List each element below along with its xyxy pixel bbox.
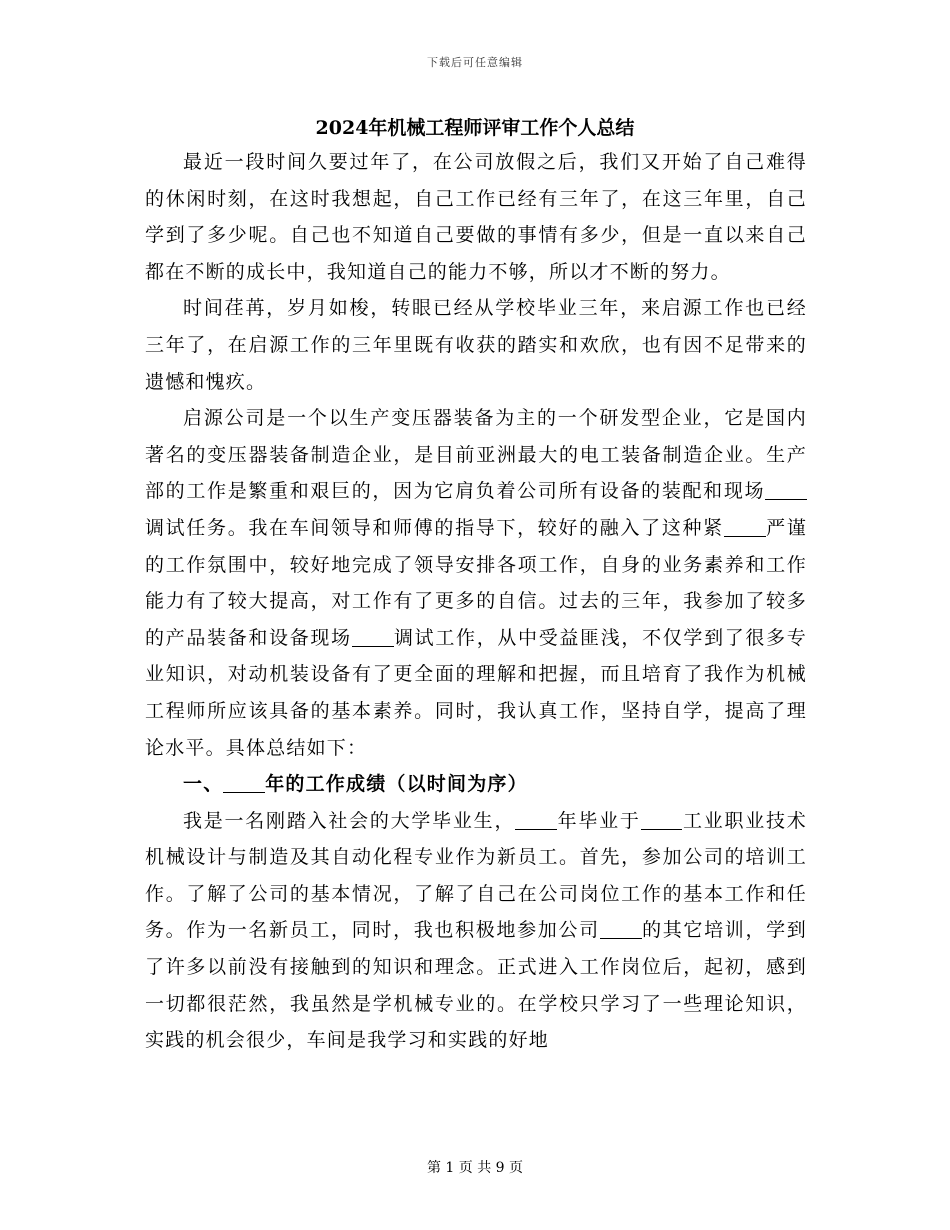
body-paragraph — [145, 803, 807, 1059]
paragraph-text: 严谨的工作氛围中，较好地完成了领导安排各项工作，自身的业务素养和工作能力有了较大提高，对工作有了更多的自信。过去的三年，我参加了较多的产品装备和设备现场 — [145, 516, 807, 649]
document-title: 2024年机械工程师评审工作个人总结 — [315, 117, 635, 139]
blank-field — [641, 810, 683, 830]
paragraph-text: 工业职业技术机械设计与制造及其自动化程专业作为新员工。首先，参加公司的培训工作。了解了公司的基本情况，了解了自己在公司岗位工作的基本工作和任务。作为一名新员工，同时，我也积极地参加公司 — [145, 809, 807, 942]
header-note: 下载后可任意编辑 — [427, 56, 523, 69]
document-body — [145, 144, 807, 1059]
body-paragraph — [145, 144, 807, 290]
paragraph-text: 年的工作成绩（以时间为序） — [265, 773, 528, 796]
blank-field — [600, 919, 642, 939]
blank-field — [352, 627, 394, 647]
body-paragraph — [145, 290, 807, 400]
blank-field — [765, 480, 807, 500]
paragraph-text: 时间荏苒，岁月如梭，转眼已经从学校毕业三年，来启源工作也已经三年了，在启源工作的三年里既有收获的踏实和欢欣，也有因不足带来的遗憾和愧疚。 — [145, 297, 807, 393]
blank-field — [724, 517, 766, 537]
blank-field — [515, 810, 557, 830]
paragraph-text: 最近一段时间久要过年了，在公司放假之后，我们又开始了自己难得的休闲时刻，在这时我想起，自己工作已经有三年了，在这三年里，自己学到了多少呢。自己也不知道自己要做的事情有多少，但是一直以来自己都在不断的成长中，我知道自己的能力不够，所以才不断的努力。 — [145, 151, 807, 283]
paragraph-text: 调试工作，从中受益匪浅，不仅学到了很多专业知识，对动机装设备有了更全面的理解和把握，而且培育了我作为机械工程师所应该具备的基本素养。同时，我认真工作，坚持自学，提高了理论水平。具体总结如下： — [145, 626, 807, 759]
page-number: 第 1 页 共 9 页 — [426, 1160, 524, 1176]
paragraph-text: 调试任务。我在车间领导和师傅的指导下，较好的融入了这种紧 — [145, 516, 724, 539]
paragraph-text: 启源公司是一个以生产变压器装备为主的一个研发型企业，它是国内著名的变压器装备制造企业，是目前亚洲最大的电工装备制造企业。生产部的工作是繁重和艰巨的，因为它肩负着公司所有设备的装配和现场 — [145, 407, 807, 503]
blank-field — [223, 773, 265, 793]
paragraph-text: 一、 — [183, 773, 224, 796]
section-heading — [145, 766, 807, 803]
paragraph-text: 我是一名刚踏入社会的大学毕业生， — [183, 809, 516, 832]
paragraph-text: 年毕业于 — [557, 809, 641, 832]
paragraph-text: 的其它培训，学到了许多以前没有接触到的知识和理念。正式进入工作岗位后，起初，感到一切都很茫然，我虽然是学机械专业的。在学校只学习了一些理论知识，实践的机会很少，车间是我学习和实践的好地 — [145, 919, 807, 1052]
body-paragraph — [145, 400, 807, 766]
